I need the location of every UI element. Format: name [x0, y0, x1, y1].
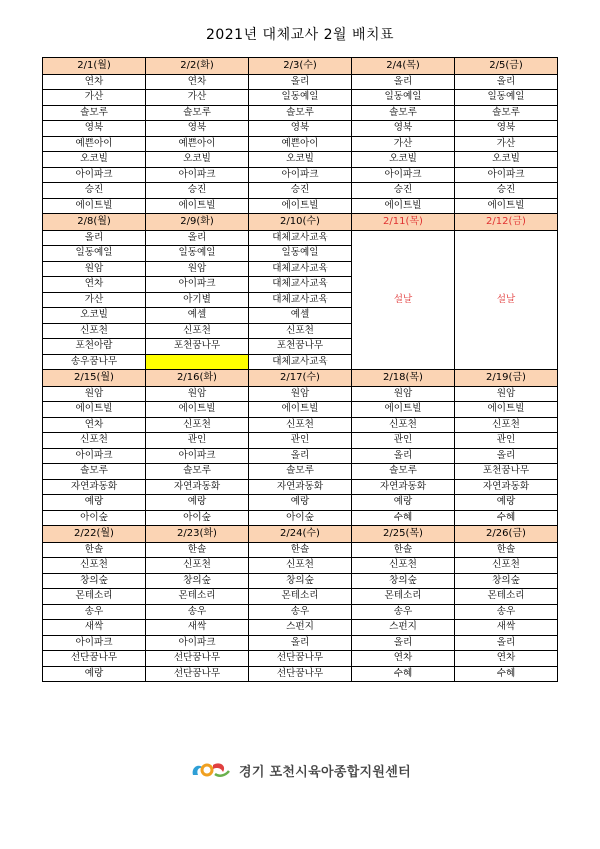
assignment-row: [43, 183, 558, 199]
assignment-cell: 몬테소리: [249, 589, 352, 605]
assignment-row: [43, 510, 558, 526]
assignment-cell: 올리: [455, 74, 558, 90]
assignment-row: [43, 74, 558, 90]
page-title: 2021년 대체교사 2월 배치표: [205, 27, 395, 43]
assignment-cell: 스펀지: [249, 620, 352, 636]
assignment-cell: 몬테소리: [455, 589, 558, 605]
assignment-cell: 새싹: [146, 620, 249, 636]
holiday-cell: 설날: [455, 230, 558, 370]
date-header-cell: 2/16(화): [146, 370, 249, 387]
assignment-cell: 아이숲: [43, 510, 146, 526]
assignment-cell: 연차: [43, 74, 146, 90]
assignment-row: [43, 464, 558, 480]
assignment-cell: 자연과동화: [352, 479, 455, 495]
assignment-cell: 포천꿈나무: [249, 339, 352, 355]
week-header-row: [43, 58, 558, 75]
assignment-cell: 신포천: [146, 417, 249, 433]
assignment-row: [43, 558, 558, 574]
assignment-cell: 올리: [249, 635, 352, 651]
date-header-cell: 2/24(수): [249, 526, 352, 543]
assignment-cell: 원암: [43, 386, 146, 402]
assignment-cell: 신포천: [455, 417, 558, 433]
assignment-cell: 예쁜아이: [249, 136, 352, 152]
assignment-cell: 신포천: [43, 323, 146, 339]
assignment-cell: 솔모루: [455, 105, 558, 121]
assignment-cell: 수혜: [455, 666, 558, 682]
assignment-cell: 승진: [146, 183, 249, 199]
assignment-cell: 예랑: [43, 495, 146, 511]
assignment-cell: 창의숲: [352, 573, 455, 589]
assignment-cell: 신포천: [352, 417, 455, 433]
assignment-cell: 솔모루: [352, 464, 455, 480]
assignment-cell: 일동예일: [146, 246, 249, 262]
assignment-cell: 관인: [146, 433, 249, 449]
assignment-cell: 신포천: [43, 433, 146, 449]
week-header-row: [43, 526, 558, 543]
date-header-cell: 2/15(월): [43, 370, 146, 387]
assignment-cell: 한솔: [146, 542, 249, 558]
assignment-cell: 솔모루: [43, 464, 146, 480]
assignment-cell: 신포천: [352, 558, 455, 574]
assignment-cell: 아기별: [146, 292, 249, 308]
holiday-cell: 설날: [352, 230, 455, 370]
assignment-cell: 선단꿈나무: [146, 651, 249, 667]
assignment-cell: 한솔: [455, 542, 558, 558]
assignment-cell: 송우: [352, 604, 455, 620]
assignment-cell: 에이트빌: [249, 402, 352, 418]
assignment-cell: 자연과동화: [43, 479, 146, 495]
date-header-cell: 2/3(수): [249, 58, 352, 75]
assignment-cell: 새싹: [43, 620, 146, 636]
assignment-cell: 가산: [43, 90, 146, 106]
assignment-row: [43, 136, 558, 152]
assignment-cell: 에이트빌: [455, 198, 558, 214]
assignment-cell: 올리: [352, 635, 455, 651]
assignment-cell: 아이파크: [146, 167, 249, 183]
assignment-cell: 대체교사교육: [249, 354, 352, 370]
assignment-row: [43, 90, 558, 106]
date-header-cell: 2/2(화): [146, 58, 249, 75]
assignment-cell: 아이파크: [146, 448, 249, 464]
assignment-cell: 한솔: [43, 542, 146, 558]
assignment-row: [43, 479, 558, 495]
assignment-cell: 솔모루: [43, 105, 146, 121]
assignment-cell: 에이트빌: [352, 198, 455, 214]
assignment-row: [43, 635, 558, 651]
assignment-cell: 일동예일: [352, 90, 455, 106]
assignment-cell: 새싹: [455, 620, 558, 636]
assignment-cell: 오코빌: [43, 152, 146, 168]
assignment-cell: 송우: [249, 604, 352, 620]
assignment-cell: 아이파크: [146, 277, 249, 293]
assignment-cell: 신포천: [146, 323, 249, 339]
assignment-cell: 포천꿈나무: [146, 339, 249, 355]
assignment-cell: 아이파크: [146, 635, 249, 651]
assignment-cell: 승진: [352, 183, 455, 199]
assignment-cell: 오코빌: [249, 152, 352, 168]
assignment-row: [43, 230, 558, 246]
week-header-row: [43, 214, 558, 231]
assignment-cell: 예셀: [146, 308, 249, 324]
assignment-cell: 대체교사교육: [249, 230, 352, 246]
assignment-row: [43, 433, 558, 449]
assignment-cell: 원암: [455, 386, 558, 402]
assignment-cell: 가산: [43, 292, 146, 308]
assignment-cell: 일동예일: [455, 90, 558, 106]
org-name: 경기 포천시육아종합지원센터: [239, 764, 411, 780]
assignment-cell: 일동예일: [43, 246, 146, 262]
assignment-cell: 오코빌: [455, 152, 558, 168]
assignment-cell: 솔모루: [146, 464, 249, 480]
assignment-cell: 자연과동화: [249, 479, 352, 495]
assignment-cell: 자연과동화: [455, 479, 558, 495]
assignment-cell: 창의숲: [43, 573, 146, 589]
assignment-cell: 한솔: [249, 542, 352, 558]
assignment-cell: 아이파크: [43, 448, 146, 464]
assignment-cell: 포천꿈나무: [455, 464, 558, 480]
assignment-cell: 창의숲: [146, 573, 249, 589]
date-header-cell: 2/12(금): [455, 214, 558, 231]
assignment-cell: 일동예일: [249, 90, 352, 106]
date-header-cell: 2/19(금): [455, 370, 558, 387]
assignment-cell: 몬테소리: [43, 589, 146, 605]
assignment-row: [43, 167, 558, 183]
assignment-cell: 승진: [455, 183, 558, 199]
assignment-cell: 한솔: [352, 542, 455, 558]
assignment-cell: 아이파크: [352, 167, 455, 183]
assignment-cell: 선단꿈나무: [249, 651, 352, 667]
assignment-cell: 올리: [249, 448, 352, 464]
date-header-cell: 2/8(월): [43, 214, 146, 231]
assignment-cell: 영북: [146, 121, 249, 137]
assignment-cell: 송우: [43, 604, 146, 620]
assignment-cell: 신포천: [43, 558, 146, 574]
assignment-cell: 포천아람: [43, 339, 146, 355]
assignment-cell: 영북: [249, 121, 352, 137]
assignment-cell: [146, 354, 249, 370]
assignment-cell: 올리: [352, 74, 455, 90]
assignment-cell: 몬테소리: [146, 589, 249, 605]
date-header-cell: 2/23(화): [146, 526, 249, 543]
assignment-cell: 연차: [43, 277, 146, 293]
assignment-cell: 올리: [43, 230, 146, 246]
assignment-cell: 선단꿈나무: [146, 666, 249, 682]
assignment-cell: 원암: [249, 386, 352, 402]
assignment-cell: 오코빌: [352, 152, 455, 168]
assignment-cell: 올리: [455, 448, 558, 464]
assignment-cell: 에이트빌: [146, 402, 249, 418]
assignment-cell: 수혜: [352, 666, 455, 682]
assignment-cell: 스펀지: [352, 620, 455, 636]
assignment-row: [43, 105, 558, 121]
assignment-row: [43, 573, 558, 589]
assignment-cell: 수혜: [455, 510, 558, 526]
assignment-cell: 원암: [146, 261, 249, 277]
assignment-cell: 오코빌: [146, 152, 249, 168]
assignment-cell: 에이트빌: [249, 198, 352, 214]
assignment-cell: 솔모루: [249, 105, 352, 121]
assignment-cell: 에이트빌: [455, 402, 558, 418]
assignment-cell: 수혜: [352, 510, 455, 526]
assignment-cell: 송우꿈나무: [43, 354, 146, 370]
assignment-cell: 예쁜아이: [43, 136, 146, 152]
assignment-row: [43, 402, 558, 418]
assignment-cell: 선단꿈나무: [249, 666, 352, 682]
assignment-cell: 아이파크: [43, 635, 146, 651]
week-header-row: [43, 370, 558, 387]
assignment-row: [43, 417, 558, 433]
assignment-cell: 에이트빌: [43, 198, 146, 214]
assignment-cell: 영북: [43, 121, 146, 137]
assignment-cell: 솔모루: [146, 105, 249, 121]
assignment-cell: 신포천: [146, 558, 249, 574]
assignment-cell: 승진: [43, 183, 146, 199]
assignment-cell: 올리: [146, 230, 249, 246]
assignment-cell: 신포천: [249, 558, 352, 574]
assignment-cell: 예랑: [249, 495, 352, 511]
assignment-cell: 창의숲: [455, 573, 558, 589]
assignment-cell: 가산: [146, 90, 249, 106]
assignment-cell: 아이파크: [249, 167, 352, 183]
assignment-cell: 송우: [455, 604, 558, 620]
assignment-cell: 관인: [455, 433, 558, 449]
assignment-row: [43, 121, 558, 137]
assignment-cell: 아이숲: [146, 510, 249, 526]
date-header-cell: 2/5(금): [455, 58, 558, 75]
assignment-cell: 승진: [249, 183, 352, 199]
date-header-cell: 2/9(화): [146, 214, 249, 231]
assignment-cell: 에이트빌: [352, 402, 455, 418]
date-header-cell: 2/18(목): [352, 370, 455, 387]
assignment-cell: 올리: [455, 635, 558, 651]
schedule-table: [42, 57, 558, 682]
assignment-cell: 신포천: [249, 323, 352, 339]
assignment-cell: 아이파크: [43, 167, 146, 183]
assignment-cell: 대체교사교육: [249, 277, 352, 293]
assignment-row: [43, 448, 558, 464]
assignment-cell: 일동예일: [249, 246, 352, 262]
assignment-cell: 예랑: [455, 495, 558, 511]
assignment-row: [43, 198, 558, 214]
assignment-cell: 예랑: [352, 495, 455, 511]
assignment-cell: 예쁜아이: [146, 136, 249, 152]
assignment-cell: 아이파크: [455, 167, 558, 183]
assignment-row: [43, 542, 558, 558]
date-header-cell: 2/10(수): [249, 214, 352, 231]
date-header-cell: 2/25(목): [352, 526, 455, 543]
assignment-cell: 대체교사교육: [249, 261, 352, 277]
assignment-row: [43, 604, 558, 620]
assignment-row: [43, 620, 558, 636]
assignment-cell: 신포천: [249, 417, 352, 433]
assignment-cell: 예셀: [249, 308, 352, 324]
assignment-cell: 창의숲: [249, 573, 352, 589]
footer: [0, 759, 600, 785]
assignment-cell: 아이숲: [249, 510, 352, 526]
assignment-cell: 연차: [43, 417, 146, 433]
assignment-cell: 가산: [455, 136, 558, 152]
assignment-cell: 신포천: [455, 558, 558, 574]
assignment-cell: 예랑: [43, 666, 146, 682]
assignment-row: [43, 666, 558, 682]
assignment-cell: 예랑: [146, 495, 249, 511]
assignment-cell: 몬테소리: [352, 589, 455, 605]
assignment-cell: 연차: [146, 74, 249, 90]
center-logo-icon: [189, 759, 233, 781]
date-header-cell: 2/1(월): [43, 58, 146, 75]
assignment-row: [43, 651, 558, 667]
assignment-cell: 관인: [249, 433, 352, 449]
date-header-cell: 2/11(목): [352, 214, 455, 231]
assignment-cell: 송우: [146, 604, 249, 620]
date-header-cell: 2/4(목): [352, 58, 455, 75]
assignment-cell: 에이트빌: [146, 198, 249, 214]
assignment-cell: 선단꿈나무: [43, 651, 146, 667]
assignment-cell: 가산: [352, 136, 455, 152]
assignment-cell: 올리: [352, 448, 455, 464]
assignment-cell: 오코빌: [43, 308, 146, 324]
assignment-row: [43, 152, 558, 168]
assignment-cell: 원암: [352, 386, 455, 402]
assignment-cell: 올리: [249, 74, 352, 90]
assignment-cell: 관인: [352, 433, 455, 449]
assignment-row: [43, 495, 558, 511]
date-header-cell: 2/22(월): [43, 526, 146, 543]
assignment-cell: 에이트빌: [43, 402, 146, 418]
assignment-cell: 자연과동화: [146, 479, 249, 495]
assignment-cell: 영북: [455, 121, 558, 137]
assignment-cell: 원암: [146, 386, 249, 402]
assignment-cell: 원암: [43, 261, 146, 277]
assignment-cell: 대체교사교육: [249, 292, 352, 308]
assignment-row: [43, 386, 558, 402]
assignment-cell: 영북: [352, 121, 455, 137]
assignment-cell: 솔모루: [352, 105, 455, 121]
assignment-cell: 솔모루: [249, 464, 352, 480]
assignment-cell: 연차: [352, 651, 455, 667]
date-header-cell: 2/26(금): [455, 526, 558, 543]
assignment-row: [43, 589, 558, 605]
assignment-cell: 연차: [455, 651, 558, 667]
date-header-cell: 2/17(수): [249, 370, 352, 387]
